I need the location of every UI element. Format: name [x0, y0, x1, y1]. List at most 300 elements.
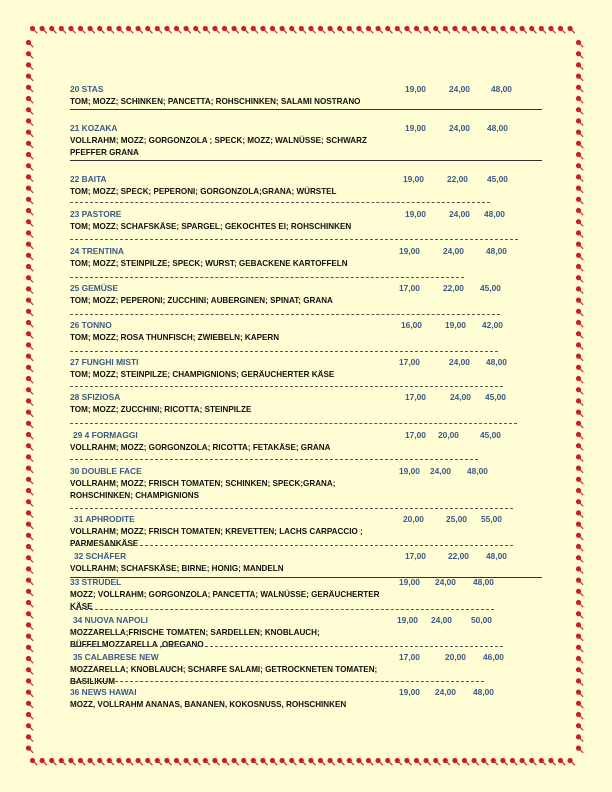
ornament-icon — [97, 26, 104, 33]
ornament-icon — [576, 286, 583, 293]
ornament-icon — [155, 26, 162, 33]
ornament-icon — [26, 141, 33, 148]
ornament-icon — [174, 26, 181, 33]
ornament-icon — [26, 152, 33, 159]
price: 20,00 — [403, 514, 424, 524]
price: 19,00 — [397, 615, 418, 625]
ornament-icon — [26, 118, 33, 125]
menu-item-ingredients: VOLLRAHM; MOZZ; GORGONZOLA; RICOTTA; FETAKÄSE; GRANA — [70, 443, 331, 452]
menu-item-title: 33 STRUDEL — [70, 577, 122, 587]
separator-line — [70, 277, 464, 278]
price: 24,00 — [435, 687, 456, 697]
price: 19,00 — [405, 209, 426, 219]
price: 25,00 — [446, 514, 467, 524]
ornament-icon — [193, 758, 200, 765]
ornament-icon — [26, 690, 33, 697]
ornament-icon — [26, 510, 33, 517]
ornament-icon — [576, 253, 583, 260]
ornament-icon — [251, 758, 258, 765]
ornament-icon — [568, 758, 575, 765]
menu-item-title: 25 GEMÜSE — [70, 283, 118, 293]
ornament-icon — [356, 26, 363, 33]
menu-item-title: 22 BAITA — [70, 174, 107, 184]
ornament-icon — [576, 578, 583, 585]
ornament-icon — [26, 555, 33, 562]
ornament-icon — [26, 611, 33, 618]
ornament-icon — [26, 466, 33, 473]
ornament-icon — [280, 758, 287, 765]
ornament-icon — [576, 208, 583, 215]
ornament-icon — [308, 758, 315, 765]
price: 45,00 — [480, 430, 501, 440]
ornament-icon — [576, 387, 583, 394]
price: 45,00 — [485, 392, 506, 402]
ornament-icon — [289, 758, 296, 765]
separator-line — [70, 508, 513, 509]
ornament-icon — [576, 85, 583, 92]
ornament-icon — [26, 645, 33, 652]
price: 24,00 — [443, 246, 464, 256]
ornament-icon — [568, 26, 575, 33]
ornament-icon — [318, 758, 325, 765]
separator-line — [70, 314, 500, 315]
ornament-icon — [576, 264, 583, 271]
ornament-icon — [576, 589, 583, 596]
price: 24,00 — [449, 209, 470, 219]
price: 48,00 — [484, 209, 505, 219]
price: 17,00 — [405, 551, 426, 561]
menu-item-ingredients: TOM; MOZZ; SCHAFSKÄSE; SPARGEL; GEKOCHTES EI; ROHSCHINKEN — [70, 222, 352, 231]
ornament-icon — [576, 230, 583, 237]
menu-item-ingredients: MOZZ; VOLLRAHM; GORGONZOLA; PANCETTA; WALNÜSSE; GERÄUCHERTER KÄSE — [70, 590, 380, 611]
ornament-icon — [539, 758, 546, 765]
ornament-icon — [88, 758, 95, 765]
ornament-icon — [576, 365, 583, 372]
ornament-icon — [366, 758, 373, 765]
ornament-icon — [88, 26, 95, 33]
ornament-icon — [241, 758, 248, 765]
price: 22,00 — [448, 551, 469, 561]
ornament-icon — [203, 758, 210, 765]
menu-item-title: 27 FUNGHI MISTI — [70, 357, 139, 367]
ornament-icon — [78, 758, 85, 765]
ornament-icon — [26, 74, 33, 81]
ornament-icon — [26, 208, 33, 215]
ornament-icon — [299, 758, 306, 765]
price: 22,00 — [447, 174, 468, 184]
separator-line — [70, 239, 518, 240]
menu-item-title: 26 TONNO — [70, 320, 112, 330]
menu-item-ingredients: TOM; MOZZ; ROSA THUNFISCH; ZWIEBELN; KAPERN — [70, 333, 280, 342]
price: 22,00 — [443, 283, 464, 293]
ornament-icon — [232, 758, 239, 765]
price: 50,00 — [471, 615, 492, 625]
price: 48,00 — [486, 551, 507, 561]
ornament-icon — [424, 26, 431, 33]
ornament-icon — [289, 26, 296, 33]
ornament-icon — [26, 320, 33, 327]
ornament-icon — [395, 26, 402, 33]
menu-item-ingredients: VOLLRAHM; SCHAFSKÄSE; BIRNE; HONIG; MANDELN — [70, 564, 284, 573]
ornament-icon — [26, 253, 33, 260]
ornament-icon — [576, 275, 583, 282]
ornament-icon — [26, 477, 33, 484]
ornament-icon — [337, 758, 344, 765]
ornament-icon — [576, 690, 583, 697]
ornament-icon — [107, 26, 114, 33]
separator-line — [70, 609, 494, 610]
menu-item-title: 29 4 FORMAGGI — [73, 430, 138, 440]
ornament-icon — [68, 758, 75, 765]
separator-line — [70, 386, 503, 387]
ornament-icon — [576, 242, 583, 249]
ornament-icon — [26, 712, 33, 719]
price: 48,00 — [473, 687, 494, 697]
ornament-icon — [318, 26, 325, 33]
ornament-icon — [576, 712, 583, 719]
ornament-icon — [356, 758, 363, 765]
menu-item-ingredients: VOLLRAHM; MOZZ; GORGONZOLA ; SPECK; MOZZ; WALNÜSSE; SCHWARZ PFEFFER GRANA — [70, 136, 367, 157]
ornament-icon — [576, 488, 583, 495]
ornament-icon — [491, 26, 498, 33]
price: 55,00 — [481, 514, 502, 524]
ornament-icon — [347, 758, 354, 765]
price: 19,00 — [445, 320, 466, 330]
ornament-icon — [520, 26, 527, 33]
ornament-icon — [385, 758, 392, 765]
price: 19,00 — [405, 123, 426, 133]
ornament-icon — [26, 622, 33, 629]
ornament-icon — [576, 454, 583, 461]
separator-line — [70, 577, 542, 578]
ornament-icon — [26, 533, 33, 540]
ornament-icon — [26, 96, 33, 103]
ornament-icon — [481, 26, 488, 33]
ornament-icon — [136, 758, 143, 765]
ornament-icon — [576, 522, 583, 529]
ornament-icon — [26, 342, 33, 349]
price: 48,00 — [491, 84, 512, 94]
ornament-icon — [164, 758, 171, 765]
ornament-icon — [26, 454, 33, 461]
ornament-icon — [26, 186, 33, 193]
ornament-icon — [510, 758, 517, 765]
ornament-icon — [576, 510, 583, 517]
ornament-icon — [452, 26, 459, 33]
price: 19,00 — [399, 577, 420, 587]
ornament-icon — [26, 398, 33, 405]
ornament-icon — [424, 758, 431, 765]
price: 16,00 — [401, 320, 422, 330]
ornament-icon — [59, 758, 66, 765]
ornament-icon — [576, 544, 583, 551]
price: 20,00 — [445, 652, 466, 662]
ornament-icon — [576, 354, 583, 361]
ornament-icon — [26, 174, 33, 181]
ornament-icon — [49, 26, 56, 33]
price: 48,00 — [486, 357, 507, 367]
menu-item-ingredients: TOM; MOZZ; STEINPILZE; SPECK; WURST; GEBACKENE KARTOFFELN — [70, 259, 348, 268]
price: 17,00 — [399, 652, 420, 662]
price: 19,00 — [403, 174, 424, 184]
ornament-icon — [328, 26, 335, 33]
ornament-icon — [26, 410, 33, 417]
ornament-icon — [26, 230, 33, 237]
ornament-icon — [548, 26, 555, 33]
ornament-icon — [576, 141, 583, 148]
ornament-icon — [270, 758, 277, 765]
ornament-icon — [576, 118, 583, 125]
ornament-icon — [576, 298, 583, 305]
ornament-icon — [576, 555, 583, 562]
ornament-icon — [576, 51, 583, 58]
menu-item-ingredients: VOLLRAHM; MOZZ; FRISCH TOMATEN; SCHINKEN; SPECK;GRANA; ROHSCHINKEN; CHAMPIGNIONS — [70, 479, 336, 500]
ornament-icon — [26, 701, 33, 708]
price: 24,00 — [449, 123, 470, 133]
ornament-icon — [270, 26, 277, 33]
ornament-icon — [26, 544, 33, 551]
ornament-icon — [576, 421, 583, 428]
ornament-icon — [155, 758, 162, 765]
ornament-icon — [481, 758, 488, 765]
price: 24,00 — [449, 84, 470, 94]
ornament-icon — [40, 26, 47, 33]
ornament-icon — [212, 758, 219, 765]
ornament-icon — [26, 331, 33, 338]
menu-item-title: 31 APHRODITE — [74, 514, 135, 524]
ornament-icon — [395, 758, 402, 765]
price: 24,00 — [430, 466, 451, 476]
ornament-icon — [500, 26, 507, 33]
ornament-icon — [26, 197, 33, 204]
price: 48,00 — [467, 466, 488, 476]
price: 17,00 — [399, 283, 420, 293]
ornament-icon — [26, 566, 33, 573]
menu-item-ingredients: MOZZARELLA; KNOBLAUCH; SCHARFE SALAMI; GETROCKNETEN TOMATEN; BASILIKUM — [70, 665, 378, 686]
ornament-icon — [576, 667, 583, 674]
ornament-icon — [576, 611, 583, 618]
ornament-icon — [174, 758, 181, 765]
ornament-icon — [26, 376, 33, 383]
ornament-icon — [576, 600, 583, 607]
ornament-icon — [193, 26, 200, 33]
ornament-icon — [212, 26, 219, 33]
ornament-icon — [510, 26, 517, 33]
ornament-icon — [576, 477, 583, 484]
price: 19,00 — [399, 466, 420, 476]
ornament-icon — [26, 51, 33, 58]
ornament-icon — [576, 309, 583, 316]
ornament-icon — [26, 365, 33, 372]
ornament-icon — [26, 219, 33, 226]
ornament-icon — [260, 26, 267, 33]
separator-line — [70, 459, 478, 460]
ornament-icon — [299, 26, 306, 33]
ornament-icon — [203, 26, 210, 33]
price: 24,00 — [431, 615, 452, 625]
menu-item-ingredients: TOM; MOZZ; PEPERONI; ZUCCHINI; AUBERGINEN; SPINAT; GRANA — [70, 296, 333, 305]
ornament-icon — [260, 758, 267, 765]
ornament-icon — [576, 174, 583, 181]
menu-item-ingredients: MOZZ, VOLLRAHM ANANAS, BANANEN, KOKOSNUSS, ROHSCHINKEN — [70, 700, 347, 709]
ornament-icon — [116, 26, 123, 33]
ornament-icon — [500, 758, 507, 765]
ornament-icon — [107, 758, 114, 765]
ornament-icon — [26, 667, 33, 674]
ornament-icon — [68, 26, 75, 33]
ornament-icon — [576, 499, 583, 506]
menu-item-ingredients: TOM; MOZZ; ZUCCHINI; RICOTTA; STEINPILZE — [70, 405, 252, 414]
ornament-icon — [308, 26, 315, 33]
menu-item-title: 30 DOUBLE FACE — [70, 466, 142, 476]
ornament-icon — [576, 656, 583, 663]
ornament-icon — [251, 26, 258, 33]
ornament-icon — [576, 410, 583, 417]
ornament-icon — [26, 578, 33, 585]
ornament-icon — [404, 758, 411, 765]
ornament-icon — [576, 219, 583, 226]
ornament-icon — [26, 62, 33, 69]
separator-line — [70, 646, 503, 647]
price: 45,00 — [487, 174, 508, 184]
ornament-icon — [126, 26, 133, 33]
menu-item-title: 23 PASTORE — [70, 209, 122, 219]
ornament-icon — [145, 758, 152, 765]
ornament-icon — [126, 758, 133, 765]
price: 19,00 — [405, 84, 426, 94]
ornament-icon — [576, 432, 583, 439]
ornament-icon — [576, 320, 583, 327]
menu-item-title: 35 CALABRESE NEW — [73, 652, 159, 662]
ornament-icon — [26, 275, 33, 282]
ornament-icon — [576, 634, 583, 641]
ornament-icon — [26, 354, 33, 361]
ornament-icon — [385, 26, 392, 33]
ornament-icon — [529, 758, 536, 765]
price: 24,00 — [450, 392, 471, 402]
price: 46,00 — [483, 652, 504, 662]
ornament-icon — [576, 130, 583, 137]
menu-item-title: 21 KOZAKA — [70, 123, 118, 133]
ornament-icon — [576, 701, 583, 708]
ornament-icon — [558, 758, 565, 765]
ornament-icon — [164, 26, 171, 33]
separator-line — [70, 160, 542, 161]
ornament-icon — [414, 758, 421, 765]
ornament-icon — [576, 163, 583, 170]
ornament-icon — [576, 678, 583, 685]
ornament-icon — [576, 398, 583, 405]
ornament-icon — [433, 758, 440, 765]
ornament-icon — [26, 309, 33, 316]
separator-line — [70, 681, 484, 682]
ornament-icon — [443, 758, 450, 765]
ornament-icon — [452, 758, 459, 765]
menu-item-ingredients: TOM; MOZZ; SCHINKEN; PANCETTA; ROHSCHINKEN; SALAMI NOSTRANO — [70, 97, 361, 106]
menu-item-title: 20 STAS — [70, 84, 104, 94]
separator-line — [70, 545, 513, 546]
ornament-icon — [26, 163, 33, 170]
ornament-icon — [328, 758, 335, 765]
ornament-icon — [576, 734, 583, 741]
ornament-icon — [520, 758, 527, 765]
ornament-icon — [462, 26, 469, 33]
ornament-icon — [26, 387, 33, 394]
ornament-icon — [40, 758, 47, 765]
price: 48,00 — [487, 123, 508, 133]
ornament-icon — [30, 758, 37, 765]
separator-line — [70, 423, 517, 424]
menu-item-ingredients: VOLLRAHM; MOZZ; FRISCH TOMATEN; KREVETTEN; LACHS CARPACCIO ; PARMESANKÄSE — [70, 527, 363, 548]
ornament-icon — [184, 26, 191, 33]
ornament-icon — [26, 40, 33, 47]
ornament-icon — [576, 622, 583, 629]
ornament-icon — [576, 74, 583, 81]
ornament-icon — [26, 298, 33, 305]
ornament-icon — [376, 26, 383, 33]
price: 17,00 — [405, 392, 426, 402]
ornament-icon — [414, 26, 421, 33]
price: 24,00 — [435, 577, 456, 587]
ornament-icon — [472, 26, 479, 33]
ornament-icon — [548, 758, 555, 765]
ornament-icon — [539, 26, 546, 33]
menu-item-title: 36 NEWS HAWAI — [70, 687, 137, 697]
ornament-icon — [376, 758, 383, 765]
ornament-icon — [576, 443, 583, 450]
ornament-icon — [26, 443, 33, 450]
price: 48,00 — [473, 577, 494, 587]
ornament-icon — [576, 40, 583, 47]
ornament-icon — [26, 264, 33, 271]
ornament-icon — [576, 533, 583, 540]
menu-item-ingredients: TOM; MOZZ; STEINPILZE; CHAMPIGNIONS; GERÄUCHERTER KÄSE — [70, 370, 335, 379]
ornament-icon — [26, 656, 33, 663]
ornament-icon — [576, 107, 583, 114]
ornament-icon — [404, 26, 411, 33]
price: 42,00 — [482, 320, 503, 330]
ornament-icon — [26, 589, 33, 596]
ornament-icon — [241, 26, 248, 33]
ornament-icon — [26, 746, 33, 753]
price: 17,00 — [405, 430, 426, 440]
ornament-icon — [59, 26, 66, 33]
ornament-icon — [347, 26, 354, 33]
ornament-icon — [472, 758, 479, 765]
ornament-icon — [529, 26, 536, 33]
ornament-icon — [337, 26, 344, 33]
ornament-icon — [26, 600, 33, 607]
ornament-icon — [145, 26, 152, 33]
ornament-icon — [26, 85, 33, 92]
price: 24,00 — [449, 357, 470, 367]
ornament-icon — [576, 186, 583, 193]
price: 19,00 — [399, 246, 420, 256]
menu-item-ingredients: MOZZARELLA;FRISCHE TOMATEN; SARDELLEN; KNOBLAUCH; BÜFFELMOZZARELLA ,OREGANO — [70, 628, 320, 649]
ornament-icon — [576, 331, 583, 338]
separator-line — [70, 109, 542, 110]
price: 19,00 — [399, 687, 420, 697]
ornament-icon — [576, 342, 583, 349]
ornament-icon — [232, 26, 239, 33]
ornament-icon — [576, 197, 583, 204]
ornament-icon — [26, 107, 33, 114]
ornament-icon — [26, 488, 33, 495]
ornament-icon — [576, 723, 583, 730]
ornament-icon — [184, 758, 191, 765]
ornament-icon — [26, 130, 33, 137]
ornament-icon — [49, 758, 56, 765]
